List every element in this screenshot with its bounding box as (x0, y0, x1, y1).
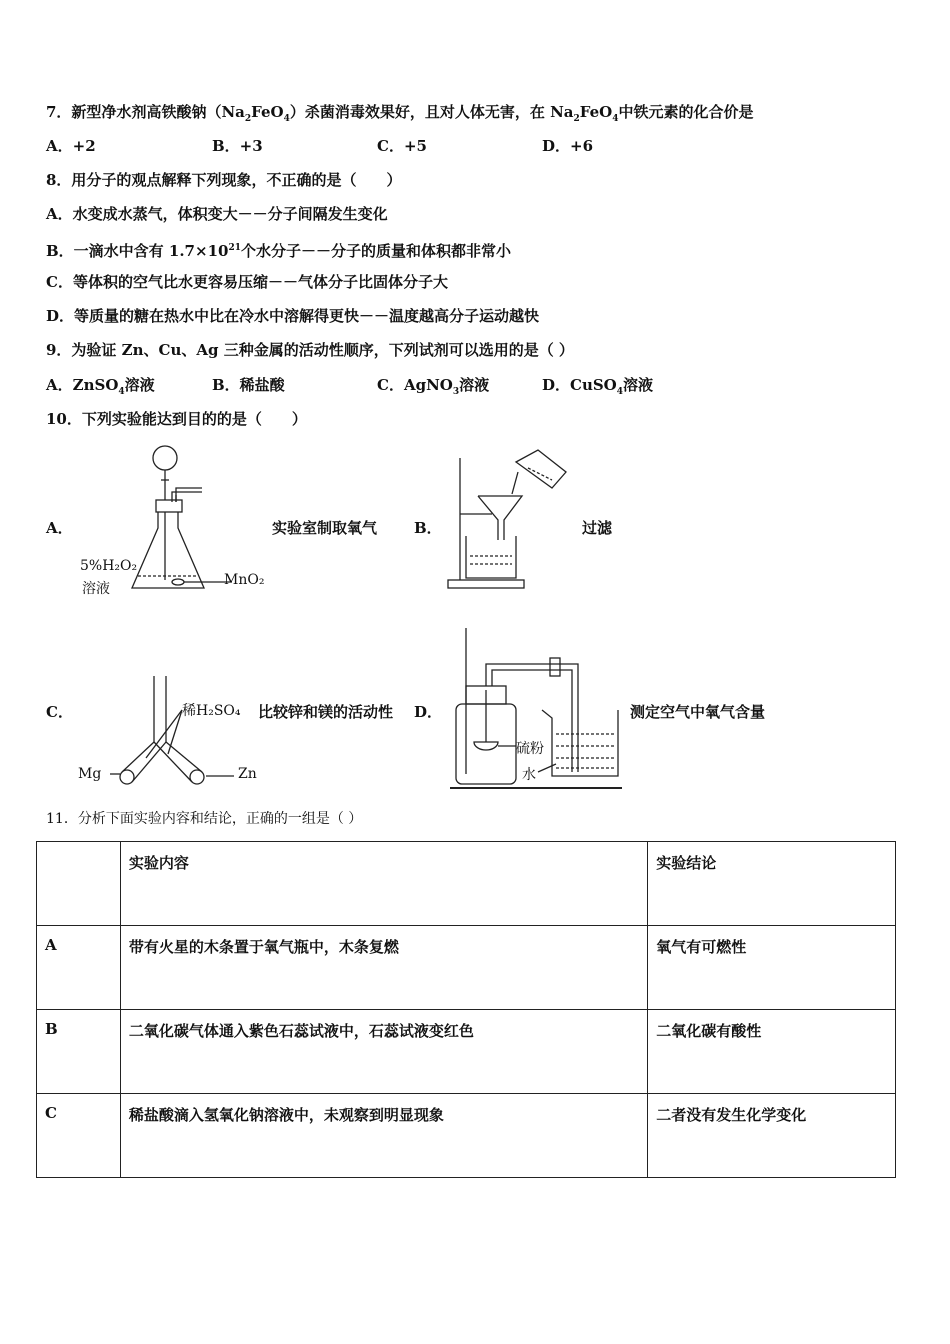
experiment-table (36, 841, 896, 1178)
mno2-label: MnO₂ (224, 572, 265, 588)
q9-option-d: D．CuSO$_4$溶液 (542, 376, 654, 397)
sulfur-powder-label: 硫粉 (516, 741, 544, 757)
q10-d-letter: D． (414, 703, 443, 721)
q10-a-letter: A． (46, 519, 73, 537)
table-cell: 实验内容 (120, 842, 647, 926)
water-label: 水 (522, 767, 536, 783)
q9-option-b: B．稀盐酸 (212, 376, 285, 394)
table-row (37, 1094, 896, 1178)
table-cell: 氧气有可燃性 (648, 926, 896, 1010)
mg-label: Mg (78, 766, 102, 782)
table-row (37, 1010, 896, 1094)
oxygen-content-figure (446, 624, 626, 794)
q10-d-caption: 测定空气中氧气含量 (630, 703, 766, 721)
q7-option-a: A．+2 (46, 137, 96, 155)
q9-option-c: C．AgNO$_3$溶液 (377, 376, 490, 397)
table-cell: 稀盐酸滴入氢氧化钠溶液中，未观察到明显现象 (120, 1094, 647, 1178)
table-cell: 二氧化碳气体通入紫色石蕊试液中，石蕊试液变红色 (120, 1010, 647, 1094)
table-cell: 实验结论 (648, 842, 896, 926)
q10-c-caption: 比较锌和镁的活动性 (258, 703, 394, 721)
q8-option-c: C．等体积的空气比水更容易压缩－－气体分子比固体分子大 (46, 273, 448, 291)
q9-stem: 9．为验证 Zn、Cu、Ag 三种金属的活动性顺序，下列试剂可以选用的是（ ） (46, 341, 574, 359)
q8-stem: 8．用分子的观点解释下列现象，不正确的是（ ） (46, 171, 402, 189)
q9-option-a: A．ZnSO$_4$溶液 (46, 376, 155, 397)
dilute-sulfuric-acid-label: 稀H₂SO₄ (182, 703, 241, 719)
table-cell: B (37, 1010, 121, 1094)
q7-option-b: B．+3 (212, 137, 263, 155)
table-cell (37, 842, 121, 926)
table-cell: 二氧化碳有酸性 (648, 1010, 896, 1094)
q7-stem: 7．新型净水剂高铁酸钠$(Na_2FeO_4)$杀菌消毒效果好，且对人体无害，在 $Na_2FeO_4$中铁元素的化合价是 (46, 103, 754, 124)
solution-label: 溶液 (82, 581, 110, 597)
table-cell: 带有火星的木条置于氧气瓶中，木条复燃 (120, 926, 647, 1010)
q10-c-letter: C． (46, 703, 73, 721)
q10-a-caption: 实验室制取氧气 (272, 519, 378, 537)
h2o2-label: 5%H₂O₂ (80, 558, 138, 574)
table-cell: C (37, 1094, 121, 1178)
table-row (37, 926, 896, 1010)
table-header-row (37, 842, 896, 926)
q11-stem: 11．分析下面实验内容和结论，正确的一组是（ ） (46, 811, 363, 827)
q7-option-c: C．+5 (377, 137, 427, 155)
oxygen-generator-figure (120, 440, 290, 600)
q8-option-d: D．等质量的糖在热水中比在冷水中溶解得更快－－温度越高分子运动越快 (46, 307, 540, 325)
q7-option-d: D．+6 (542, 137, 594, 155)
q10-b-caption: 过滤 (582, 519, 613, 537)
table-cell: A (37, 926, 121, 1010)
zn-label: Zn (238, 766, 257, 782)
table-cell: 二者没有发生化学变化 (648, 1094, 896, 1178)
filtration-figure (440, 444, 570, 594)
q8-option-a: A．水变成水蒸气，体积变大－－分子间隔发生变化 (46, 205, 388, 223)
q10-b-letter: B． (414, 519, 442, 537)
q8-option-b: B．一滴水中含有 $1.7\times 10^{21}$个水分子－－分子的质量和体积都非常小 (46, 242, 511, 260)
q10-stem: 10．下列实验能达到目的的是（ ） (46, 410, 307, 428)
